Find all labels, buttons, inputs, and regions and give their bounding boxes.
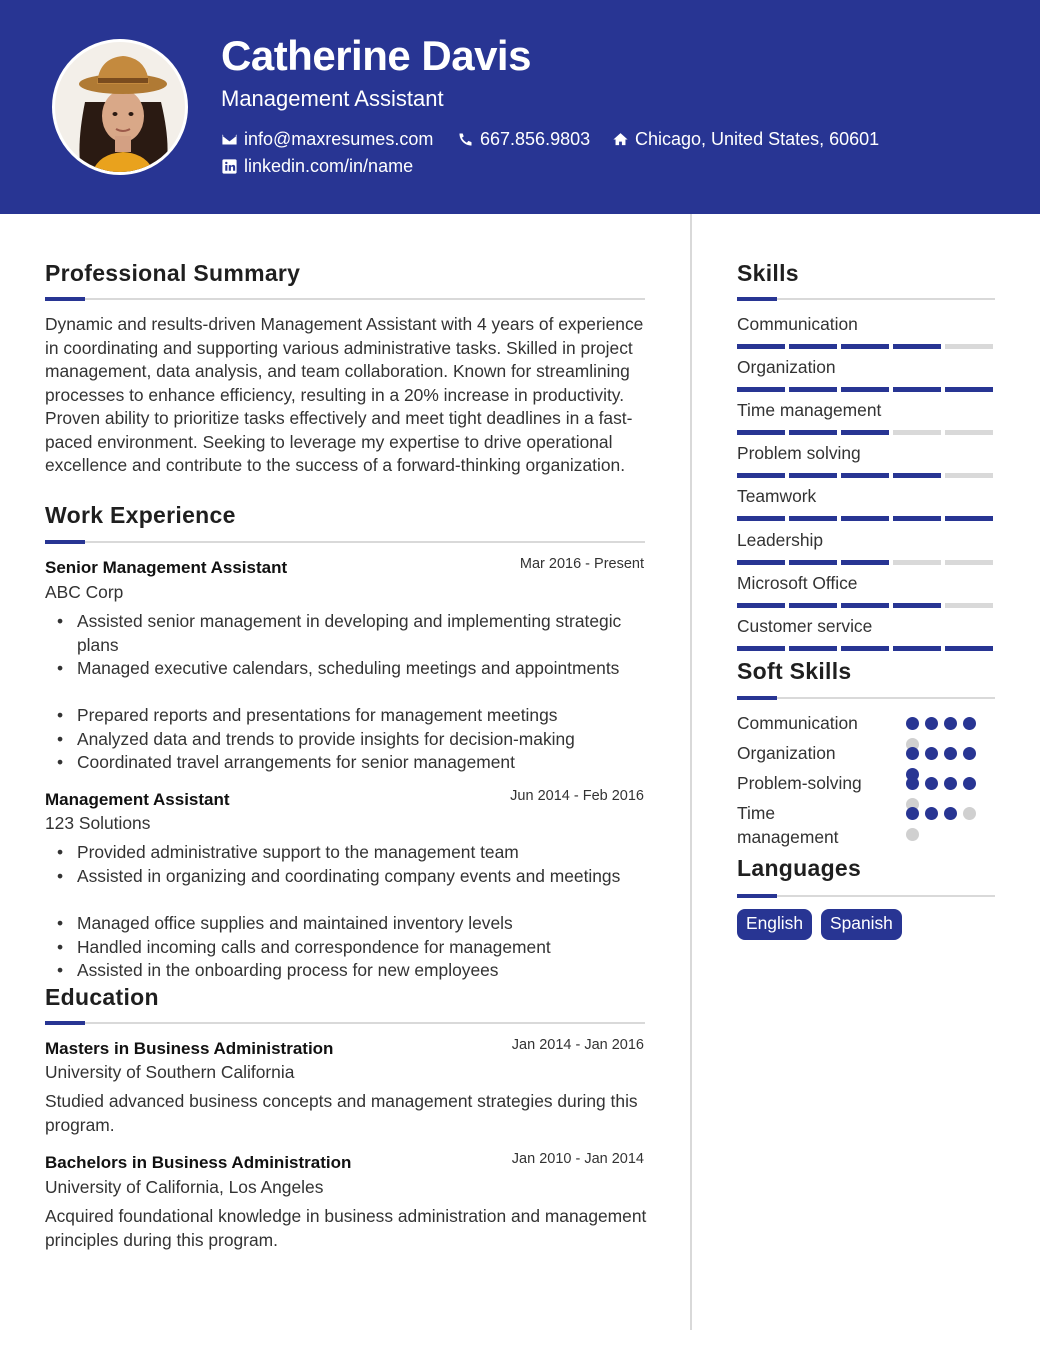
skill-level-bar xyxy=(737,603,993,608)
skill-level-bar xyxy=(737,387,993,392)
address-text: Chicago, United States, 60601 xyxy=(635,129,880,149)
skill-level-bar xyxy=(737,344,993,349)
skill-level-segment xyxy=(841,560,889,565)
rating-dot xyxy=(963,807,976,820)
skill-level-segment xyxy=(841,603,889,608)
list-item: • Managed executive calendars, scheduling meetings and appointments xyxy=(45,657,647,681)
school-name: University of California, Los Angeles xyxy=(45,1177,324,1197)
section-rule xyxy=(45,298,645,300)
email-text: info@maxresumes.com xyxy=(244,129,434,149)
list-item: • Handled incoming calls and correspondence for management xyxy=(45,936,647,960)
school-name: University of Southern California xyxy=(45,1062,295,1082)
skill-level-segment xyxy=(841,430,889,435)
contact-phone[interactable] xyxy=(457,129,590,150)
candidate-title: Management Assistant xyxy=(221,86,444,111)
skill-name: Communication xyxy=(737,314,858,334)
rating-dot xyxy=(906,747,919,760)
rating-dot xyxy=(906,717,919,730)
linkedin-text: linkedin.com/in/name xyxy=(244,156,414,176)
skill-level-segment xyxy=(893,603,941,608)
soft-skill-name: Time management xyxy=(737,803,839,847)
skill-name: Problem solving xyxy=(737,443,861,464)
skill-name: Customer service xyxy=(737,615,873,636)
rating-dot xyxy=(906,807,919,820)
list-item: • Coordinated travel arrangements for senior management xyxy=(45,751,647,775)
rating-dot xyxy=(963,717,976,730)
skill-level-segment xyxy=(893,560,941,565)
section-rule xyxy=(737,298,995,300)
skill-level-segment xyxy=(945,430,993,435)
phone-text: 667.856.9803 xyxy=(480,129,591,149)
skill-level-segment xyxy=(945,646,993,651)
section-rule xyxy=(737,895,995,897)
skill-level-segment xyxy=(789,516,837,521)
section-rule xyxy=(737,697,995,699)
profile-photo xyxy=(52,39,188,175)
job-title: Management Assistant xyxy=(45,790,230,809)
job-bullets xyxy=(45,610,647,681)
rating-dot xyxy=(906,828,919,841)
skill-level-segment xyxy=(737,344,785,349)
skill-level-segment xyxy=(789,344,837,349)
list-item: • Assisted in the onboarding process for new employees xyxy=(45,959,647,983)
job-title: Senior Management Assistant xyxy=(45,558,288,577)
degree-dates: Jan 2014 - Jan 2016 xyxy=(511,1037,644,1053)
summary-heading: Professional Summary xyxy=(45,260,301,286)
summary-text: Dynamic and results-driven Management Assistant with 4 years of experience in coordinating and supporting various administrative tasks. Skilled in project management, data analysis, and team collaboration. Known for streamlining processes to enhance efficiency, resulting in a 20% increase in productivity. Proven ability to prioritize tasks effectively and meet tight deadlines in a fast-paced environment. Seeking to leverage my expertise to drive operational excellence and contribute to the success of a forward-thinking organization. xyxy=(45,314,644,475)
resume-header xyxy=(0,0,1040,214)
skill-level-segment xyxy=(789,387,837,392)
language-badge: English xyxy=(737,909,812,940)
experience-heading: Work Experience xyxy=(45,502,236,528)
envelope-icon xyxy=(221,131,238,148)
skill-level-segment xyxy=(841,646,889,651)
soft-skills-heading: Soft Skills xyxy=(737,658,852,684)
degree-title: Bachelors in Business Administration xyxy=(45,1153,352,1172)
soft-skill-name: Communication xyxy=(737,713,858,733)
skill-name: Leadership xyxy=(737,529,824,550)
degree-description: Studied advanced business concepts and management strategies during this program. xyxy=(45,1091,638,1135)
soft-skill-rating xyxy=(906,717,982,751)
soft-skill-rating xyxy=(906,807,982,841)
skill-level-segment xyxy=(737,603,785,608)
rating-dot xyxy=(944,807,957,820)
skill-name: Organization xyxy=(737,357,836,378)
home-icon xyxy=(612,131,629,148)
rating-dot xyxy=(925,807,938,820)
rating-dot xyxy=(963,777,976,790)
soft-skill-name: Problem-solving xyxy=(737,773,862,793)
skill-level-bar xyxy=(737,560,993,565)
skill-level-bar xyxy=(737,646,993,651)
skill-level-segment xyxy=(893,646,941,651)
skill-level-segment xyxy=(945,603,993,608)
education-heading: Education xyxy=(45,984,159,1010)
phone-icon xyxy=(457,131,474,148)
list-item: • Prepared reports and presentations for management meetings xyxy=(45,704,647,728)
skill-name: Microsoft Office xyxy=(737,572,858,593)
list-item: • Analyzed data and trends to provide insights for decision-making xyxy=(45,728,647,752)
job-dates: Jun 2014 - Feb 2016 xyxy=(510,788,644,804)
degree-description: Acquired foundational knowledge in business administration and management principles during this program. xyxy=(45,1206,647,1250)
skill-level-segment xyxy=(737,387,785,392)
skill-level-segment xyxy=(893,344,941,349)
rating-dot xyxy=(906,777,919,790)
linkedin-icon xyxy=(221,158,238,175)
section-rule xyxy=(45,1022,645,1024)
skill-level-segment xyxy=(841,473,889,478)
skill-level-segment xyxy=(737,646,785,651)
skill-level-segment xyxy=(789,603,837,608)
skill-level-bar xyxy=(737,516,993,521)
soft-skill-name: Organization xyxy=(737,743,836,763)
rating-dot xyxy=(963,747,976,760)
list-item: • Assisted in organizing and coordinating company events and meetings xyxy=(45,865,655,889)
skill-level-segment xyxy=(945,473,993,478)
skill-level-segment xyxy=(893,430,941,435)
skill-level-segment xyxy=(789,430,837,435)
job-company: 123 Solutions xyxy=(45,813,151,833)
candidate-name: Catherine Davis xyxy=(221,32,531,79)
rating-dot xyxy=(925,717,938,730)
skill-name: Teamwork xyxy=(737,486,817,507)
column-divider xyxy=(690,214,692,1330)
skill-level-segment xyxy=(945,560,993,565)
rating-dot xyxy=(925,777,938,790)
contact-email[interactable] xyxy=(221,129,433,150)
skill-level-segment xyxy=(841,387,889,392)
skill-level-bar xyxy=(737,430,993,435)
soft-skill-rating xyxy=(906,747,982,781)
skill-level-segment xyxy=(737,430,785,435)
job-dates: Mar 2016 - Present xyxy=(519,556,644,572)
rating-dot xyxy=(925,747,938,760)
skill-level-segment xyxy=(737,516,785,521)
skill-level-segment xyxy=(789,560,837,565)
soft-skill-rating xyxy=(906,777,982,811)
skill-level-segment xyxy=(893,516,941,521)
skill-level-segment xyxy=(841,516,889,521)
list-item: • Provided administrative support to the management team xyxy=(45,841,655,865)
rating-dot xyxy=(944,777,957,790)
job-company: ABC Corp xyxy=(45,582,124,602)
skill-level-segment xyxy=(789,473,837,478)
list-item: • Assisted senior management in developing and implementing strategic plans xyxy=(45,610,647,657)
contact-address xyxy=(612,129,879,150)
skill-level-segment xyxy=(737,473,785,478)
list-item: • Managed office supplies and maintained inventory levels xyxy=(45,912,647,936)
job-bullets xyxy=(45,841,655,888)
skill-level-segment xyxy=(789,646,837,651)
skill-level-segment xyxy=(945,344,993,349)
skill-level-segment xyxy=(893,387,941,392)
skill-level-segment xyxy=(737,560,785,565)
skill-level-segment xyxy=(945,387,993,392)
job-bullets xyxy=(45,704,647,775)
rating-dot xyxy=(944,747,957,760)
skill-level-segment xyxy=(945,516,993,521)
skill-level-segment xyxy=(893,473,941,478)
skill-name: Time management xyxy=(737,400,882,421)
section-rule xyxy=(45,541,645,543)
degree-title: Masters in Business Administration xyxy=(45,1039,334,1058)
degree-dates: Jan 2010 - Jan 2014 xyxy=(511,1151,644,1167)
skills-heading: Skills xyxy=(737,260,799,286)
job-bullets xyxy=(45,912,647,983)
languages-heading: Languages xyxy=(737,855,862,881)
contact-linkedin[interactable] xyxy=(221,156,413,177)
language-badge: Spanish xyxy=(821,909,902,940)
skill-level-segment xyxy=(841,344,889,349)
skill-level-bar xyxy=(737,473,993,478)
rating-dot xyxy=(944,717,957,730)
